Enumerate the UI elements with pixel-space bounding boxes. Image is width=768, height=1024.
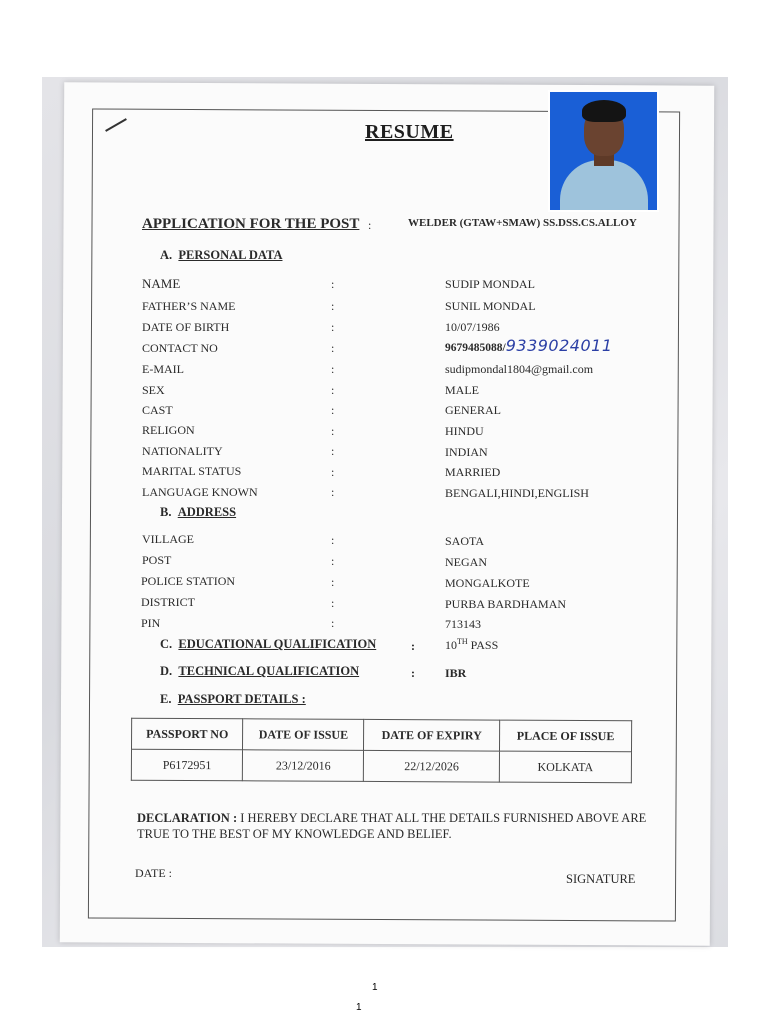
technical-colon: : <box>411 666 415 680</box>
row-value: MONGALKOTE <box>445 576 530 590</box>
row-value: SUDIP MONDAL <box>445 277 535 291</box>
row-value <box>445 336 613 355</box>
row-colon: : <box>331 575 335 589</box>
row-value: PURBA BARDHAMAN <box>445 597 567 611</box>
row-label: POST <box>142 553 172 567</box>
row-colon: : <box>331 465 335 479</box>
row-colon: : <box>331 444 335 458</box>
row-label: CONTACT NO <box>142 341 218 355</box>
row-colon: : <box>331 554 335 568</box>
row-colon: : <box>331 299 335 313</box>
row-colon: : <box>331 403 335 417</box>
row-label: MARITAL STATUS <box>142 464 242 478</box>
signature-label: SIGNATURE <box>566 872 636 886</box>
application-label: APPLICATION FOR THE POST <box>142 216 360 232</box>
row-label: FATHER’S NAME <box>142 299 236 313</box>
passport-heading: E. PASSPORT DETAILS : <box>160 692 306 706</box>
row-colon: : <box>331 362 335 376</box>
row-label: NAME <box>142 276 181 291</box>
row-label: CAST <box>142 403 173 417</box>
row-label: SEX <box>142 383 165 397</box>
application-post: WELDER (GTAW+SMAW) SS.DSS.CS.ALLOY <box>408 217 637 229</box>
row-colon: : <box>331 424 335 438</box>
table-header: PASSPORT NO <box>132 718 244 750</box>
row-colon: : <box>331 341 335 355</box>
resume-title: RESUME <box>365 121 454 143</box>
row-value: 713143 <box>445 617 481 631</box>
technical-value: IBR <box>445 666 467 680</box>
page-number: 1 <box>356 1002 362 1013</box>
row-label: DATE OF BIRTH <box>142 320 230 334</box>
row-value: MARRIED <box>445 465 501 479</box>
declaration-label: DECLARATION : <box>137 811 238 825</box>
row-value: INDIAN <box>445 445 488 459</box>
personal-data-heading: A. PERSONAL DATA <box>160 248 283 262</box>
contact-printed: 9679485088/ <box>445 342 506 354</box>
applicant-photo <box>548 90 659 212</box>
row-colon: : <box>331 277 335 291</box>
row-label: E-MAIL <box>142 362 184 376</box>
row-label: LANGUAGE KNOWN <box>142 485 258 499</box>
row-label: VILLAGE <box>142 532 194 546</box>
technical-heading: D. TECHNICAL QUALIFICATION <box>160 664 360 678</box>
application-colon: : <box>368 218 372 232</box>
row-colon: : <box>331 596 335 610</box>
row-colon: : <box>331 383 335 397</box>
contact-handwritten: 9339024011 <box>505 336 613 355</box>
row-colon: : <box>331 616 335 630</box>
date-label: DATE : <box>135 866 172 880</box>
row-value: 10/07/1986 <box>445 320 500 334</box>
table-cell: 23/12/2016 <box>243 750 364 782</box>
education-value: 10TH PASS <box>445 637 499 652</box>
row-value: SAOTA <box>445 534 485 548</box>
row-colon: : <box>331 320 335 334</box>
education-colon: : <box>411 639 415 653</box>
row-label: POLICE STATION <box>141 574 236 588</box>
row-value: HINDU <box>445 424 484 438</box>
row-label: DISTRICT <box>141 595 195 609</box>
page-number: 1 <box>372 982 378 993</box>
education-heading: C. EDUCATIONAL QUALIFICATION <box>160 637 377 651</box>
row-value: NEGAN <box>445 555 487 569</box>
table-cell: 22/12/2026 <box>364 750 500 782</box>
table-header: PLACE OF ISSUE <box>499 720 631 752</box>
row-value: GENERAL <box>445 403 501 417</box>
table-row <box>131 749 631 783</box>
row-value: MALE <box>445 383 479 397</box>
row-label: NATIONALITY <box>142 444 223 458</box>
row-label: PIN <box>141 616 161 630</box>
address-heading: B. ADDRESS <box>160 505 237 519</box>
row-value: BENGALI,HINDI,ENGLISH <box>445 486 589 500</box>
row-label: RELIGON <box>142 423 195 437</box>
table-cell: KOLKATA <box>499 751 631 783</box>
table-header: DATE OF EXPIRY <box>364 719 500 751</box>
row-colon: : <box>331 485 335 499</box>
row-value: sudipmondal1804@gmail.com <box>445 362 594 376</box>
table-header-row <box>132 718 632 752</box>
declaration-text: I HEREBY DECLARE THAT ALL THE DETAILS FURNISHED ABOVE ARE TRUE TO THE BEST OF MY KNOWLEDGE AND BELIEF. <box>137 811 647 841</box>
table-cell: P6172951 <box>131 749 243 781</box>
table-header: DATE OF ISSUE <box>243 719 364 751</box>
declaration <box>137 810 647 842</box>
passport-table <box>131 718 632 784</box>
row-colon: : <box>331 533 335 547</box>
row-value: SUNIL MONDAL <box>445 299 536 313</box>
